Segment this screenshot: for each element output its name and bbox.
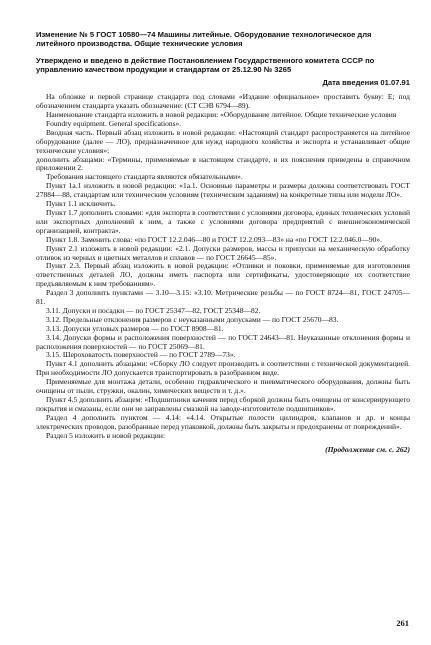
paragraph: 3.14. Допуски формы и расположения поверхностей — по ГОСТ 24643—81. Неуказанные отклонения формы и расположения поверхностей — по ГОСТ 25069—81. <box>36 332 410 351</box>
paragraph: Пункт 1.7 дополнить словами: «для экспорта в соответствии с условиями договора, единых технических условий или экспортных дополнений к ним, а также с условиями договора предприятий с внешнеэкономической организацией, контракта». <box>36 207 410 235</box>
paragraph: Пункт 1а.1 изложить в новой редакции: «1а.1. Основные параметры и размеры должны соответствовать ГОСТ 27884—88, стандартам или техническим условиям (техническим заданиям) на конкретные типы или модели ЛО». <box>36 181 410 200</box>
paragraph: На обложке и первой странице стандарта под словами «Издание официальное» проставить букву: Е; под обозначением стандарта указать обозначение: (СТ СЭВ 6794—89). <box>36 92 410 111</box>
paragraph: Пункт 4.1 дополнить абзацами: «Сборку ЛО следует производить в соответствии с технической документацией. При необходимости ЛО допускается транспортировать в разобранном виде. <box>36 359 410 378</box>
paragraph: Раздел 3 дополнить пунктами — 3.10—3.15: «3.10. Метрические резьбы — по ГОСТ 8724—81, ГОСТ 24705—81. <box>36 288 410 307</box>
amendment-title: Изменение № 5 ГОСТ 10580—74 Машины литейные. Оборудование технологическое для литейного производства. Общие технические условия <box>36 30 372 49</box>
paragraph: Применяемые для монтажа детали, особенно гидравлического и пневматического оборудования, должны быть очищены от пыли, стружки, окалин, химических веществ и т. д.». <box>36 377 410 396</box>
paragraph: 3.11. Допуски и посадки — по ГОСТ 25347—82, ГОСТ 25348—82. <box>46 305 261 315</box>
paragraph: Пункт 1.1 исключить. <box>46 199 116 209</box>
paragraph: Раздел 4 дополнить пунктом — 4.14: «4.14. Открытые полости цилиндров, клапанов и др. и концы электрических проводов, разобранные перед упаковкой, должны быть закрыты и предохранены от повреждений». <box>36 412 410 431</box>
paragraph: Вводная часть. Первый абзац изложить в новой редакции: «Настоящий стандарт распространяется на литейное оборудование (далее — ЛО), предназначенное для нужд народного хозяйства и экспорта и устанавливает общие технические условия»; <box>36 127 410 155</box>
paragraph: Раздел 5 изложить в новой редакции: <box>46 430 165 440</box>
page-number: 261 <box>396 618 409 628</box>
paragraph: Пункт 1.8. Заменить слова: «по ГОСТ 12.2.046—80 и ГОСТ 12.2.093—83» на «по ГОСТ 12.2.046.0—90». <box>46 234 383 244</box>
paragraph: Пункт 4.5 дополнить абзацем: «Подшипники качения перед сборкой должны быть очищены от консервирующего покрытия и смазаны, если они не заправлены смазкой на заводе-изготовителе подшипников». <box>36 395 410 413</box>
paragraph: Требования настоящего стандарта являются обязательными». <box>46 172 243 182</box>
paragraph: 3.13. Допуски угловых размеров — по ГОСТ 8908—81. <box>46 323 224 333</box>
paragraph: Пункт 2.1 изложить в новой редакции: «2.1. Допуски размеров, массы и припуски на механическую обработку отливок из черных и цветных металлов и сплавов — по ГОСТ 26645—85». <box>36 243 410 262</box>
approval-statement: Утверждено и введено в действие Постановлением Государственного комитета СССР по управлению качеством продукции и стандартам от 25.12.90 № 3265 <box>36 55 375 74</box>
paragraph: Foundry equipment. General specifications». <box>46 118 182 128</box>
paragraph: 3.12. Предельные отклонения размеров с неуказанными допусками — по ГОСТ 25670—83. <box>46 314 339 324</box>
continuation-note: (Продолжение см. с. 262) <box>325 444 410 454</box>
paragraph: Наименование стандарта изложить в новой редакции: «Оборудование литейное. Общие технические условия <box>46 110 397 119</box>
effective-date: Дата введения 01.07.91 <box>322 78 410 88</box>
document-body <box>36 93 410 440</box>
paragraph: Пункт 2.3. Первый абзац изложить в новой редакции: «Отливки и поковки, применяемые для изготовления ответственных деталей ЛО, должны иметь паспорта или сертификаты, удостоверяющие их соответствие предъявляемым к ним требованиям». <box>36 261 410 289</box>
paragraph: дополнить абзацами: «Термины, применяемые в настоящем стандарте, и их пояснения приведены в справочном приложении 2. <box>36 154 410 173</box>
paragraph: 3.15. Шероховатость поверхностей — по ГОСТ 2789—73». <box>46 350 236 360</box>
